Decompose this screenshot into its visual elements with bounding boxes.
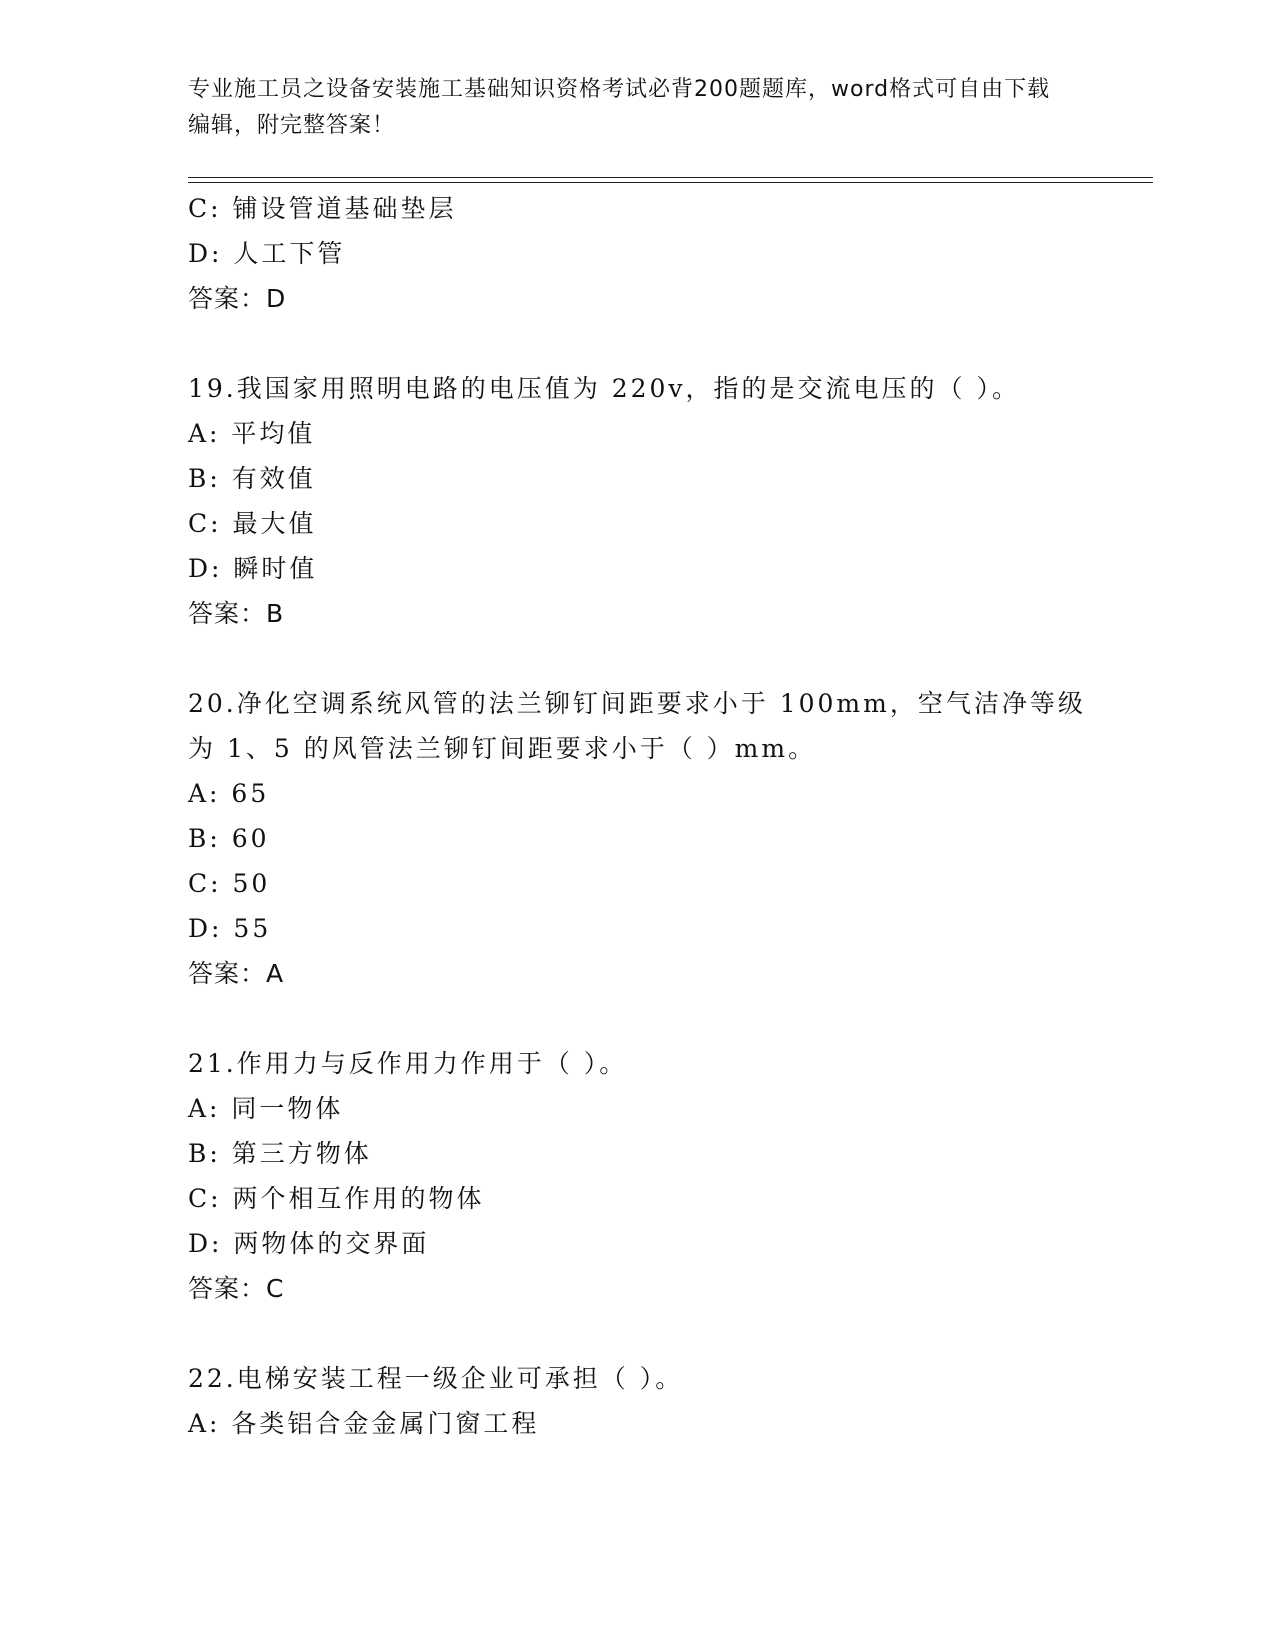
question-stem: 19.我国家用照明电路的电压值为 220v，指的是交流电压的（ ）。	[188, 374, 1020, 403]
option-line: D: 两物体的交界面	[188, 1229, 430, 1258]
option-line: A: 平均值	[188, 419, 316, 448]
document-header: 专业施工员之设备安装施工基础知识资格考试必背200题题库，word格式可自由下载编辑，附完整答案！	[188, 77, 1051, 138]
answer-line: 答案：C	[188, 1274, 285, 1303]
option-line: D: 瞬时值	[188, 554, 318, 583]
answer-line: 答案：D	[188, 284, 287, 313]
question-stem: 22.电梯安装工程一级企业可承担（ ）。	[188, 1364, 684, 1393]
header-rule-top	[188, 177, 1153, 178]
question-stem: 21.作用力与反作用力作用于（ ）。	[188, 1049, 628, 1078]
option-line: A: 65	[188, 779, 270, 808]
option-line: D: 55	[188, 914, 272, 943]
option-line: C: 两个相互作用的物体	[188, 1184, 485, 1213]
option-line: A: 同一物体	[188, 1094, 344, 1123]
answer-line: 答案：A	[188, 959, 285, 988]
option-line: D: 人工下管	[188, 239, 346, 268]
option-line: A: 各类铝合金金属门窗工程	[188, 1409, 540, 1438]
answer-line: 答案：B	[188, 599, 285, 628]
option-line: C: 铺设管道基础垫层	[188, 194, 457, 223]
option-line: C: 50	[188, 869, 271, 898]
option-line: C: 最大值	[188, 509, 317, 538]
header-rule-bottom	[188, 182, 1153, 183]
option-line: B: 第三方物体	[188, 1139, 372, 1168]
option-line: B: 60	[188, 824, 270, 853]
question-stem: 20.净化空调系统风管的法兰铆钉间距要求小于 100mm，空气洁净等级	[188, 689, 1086, 718]
question-stem-continued: 为 1、5 的风管法兰铆钉间距要求小于（ ）mm。	[188, 734, 817, 763]
option-line: B: 有效值	[188, 464, 316, 493]
